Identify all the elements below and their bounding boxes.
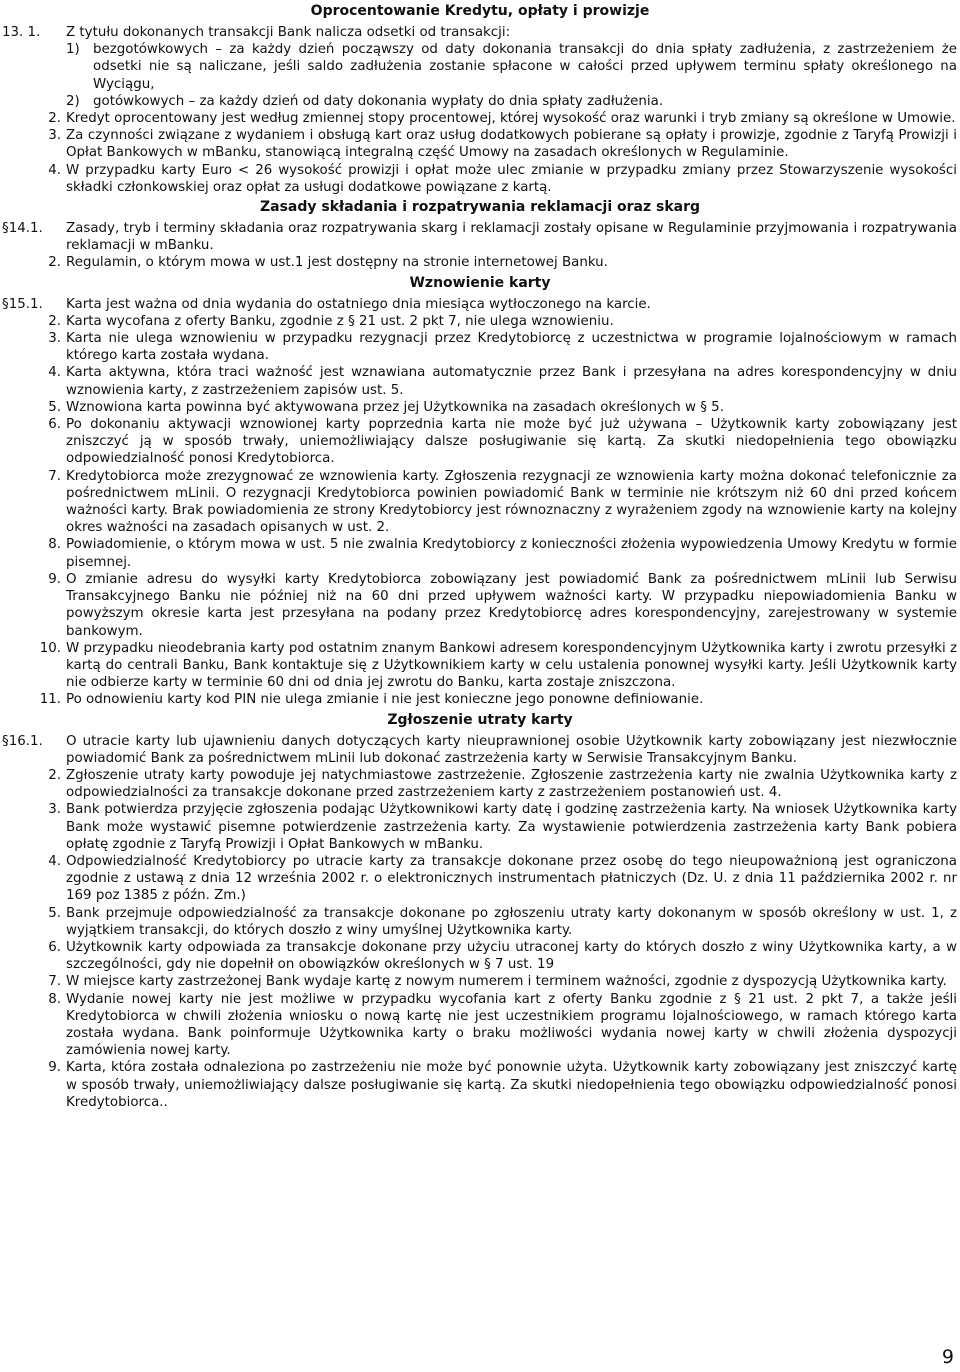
paragraph-text: Karta wycofana z oferty Banku, zgodnie z § 21 ust. 2 pkt 7, nie ulega wznowieniu. [66,313,614,329]
paragraph-text: W miejsce karty zastrzeżonej Bank wydaje kartę z nowym numerem i terminem ważności, zgodnie z dyspozycją Użytkownika karty. [66,974,947,990]
paragraph-number: 2. [48,767,61,783]
section-heading-s15: Wznowienie karty [409,274,551,291]
paragraph-number: 2. [48,111,61,127]
paragraph-number: 8. [48,991,61,1007]
paragraph-body [66,767,960,801]
paragraph-body [66,905,960,939]
paragraph-body [66,24,960,110]
paragraph-number: 3. [48,802,61,818]
paragraph-body [66,939,960,973]
paragraph-number: 9. [48,1060,61,1076]
paragraph-body [66,313,960,330]
paragraph-text: Powiadomienie, o którym mowa w ust. 5 nie zwalnia Kredytobiorcy z konieczności złożenia wypowiedzenia Umowy Kredytu w formie pisemnej. [66,537,957,570]
paragraph-s13-4 [0,162,960,196]
paragraph-text: Karta, która została odnaleziona po zastrzeżeniu nie może być ponownie użyta. Użytkownik karty zobowiązany jest zniszczyć kartę w sposób trwały, uniemożliwiający dalsze posługiwanie się kartą. Za skutki niedopełnienia tego obowiązku odpowiedzialność ponosi Kredytobiorca.. [66,1060,957,1110]
paragraph-s15-10 [0,640,960,692]
paragraph-s13-3 [0,127,960,161]
paragraph-s15-7 [0,468,960,537]
paragraph-text: Kredyt oprocentowany jest według zmiennej stopy procentowej, której wysokość oraz warunki i tryb zmiany są określone w Umowie. [66,111,956,127]
paragraph-number: 6. [48,939,61,955]
paragraph-text: Za czynności związane z wydaniem i obsługą kart oraz usług dodatkowych pobierane są opłaty i prowizje, zgodnie z Taryfą Prowizji i Opłat Bankowych w mBanku, stanowiącą integralną część Umowy na zasadach określonych w Regulaminie. [66,128,957,161]
sub-item [66,41,957,93]
paragraph-text: O zmianie adresu do wysyłki karty Kredytobiorca zobowiązany jest powiadomić Bank za pośrednictwem mLinii lub Serwisu Transakcyjnego Banku nie później niż na 60 dni przed upływem ważności karty. W przypadku niepowiadomienia Banku w powyższym okresie karta jest przesyłana na podany przez Kredytobiorcę adres korespondencyjny, zarejestrowany w systemie bankowym. [66,571,957,639]
paragraph-text: Regulamin, o którym mowa w ust.1 jest dostępny na stronie internetowej Banku. [66,255,608,271]
paragraph-body [66,296,960,313]
paragraph-s14-2 [0,254,960,271]
paragraph-s15-5 [0,399,960,416]
paragraph-body [66,991,960,1060]
paragraph-s13-1 [0,24,960,110]
section-heading-s13: Oprocentowanie Kredytu, opłaty i prowizje [310,3,650,19]
paragraph-body [66,416,960,468]
paragraph-text: Po odnowieniu karty kod PIN nie ulega zmianie i nie jest konieczne jego ponowne definiowanie. [66,692,704,708]
paragraph-body [66,1059,960,1111]
paragraph-body [66,801,960,853]
paragraph-body [66,571,960,640]
paragraph-number: §14.1. [2,221,43,237]
paragraph-body [66,536,960,570]
paragraph-number: 8. [48,537,61,553]
paragraph-body [66,973,960,990]
paragraph-number: 5. [48,399,61,415]
paragraph-number: 2. [48,313,61,329]
paragraph-text: Kredytobiorca może zrezygnować ze wznowienia karty. Zgłoszenia rezygnacji ze wznowienia karty można dokonać telefonicznie za pośrednictwem mLinii. O rezygnacji Kredytobiorca powinien powiadomić Bank w terminie nie krótszym niż 60 dni przed końcem ważności karty. Brak powiadomienia ze strony Kredytobiorcy jest równoznaczny z wyrażeniem zgody na wznowienie karty na kolejny okres ważności na zasadach opisanych w ust. 2. [66,468,957,536]
paragraph-s15-8 [0,536,960,570]
sub-item-text: gotówkowych – za każdy dzień od daty dokonania wypłaty do dnia spłaty zadłużenia. [93,93,664,109]
paragraph-number: 7. [48,468,61,484]
paragraph-body [66,162,960,196]
paragraph-s15-4 [0,364,960,398]
paragraph-s16-5 [0,905,960,939]
paragraph-s15-6 [0,416,960,468]
paragraph-body [66,364,960,398]
paragraph-text: W przypadku karty Euro < 26 wysokość prowizji i opłat może ulec zmianie w przypadku zmiany przez Stowarzyszenie wysokości składki członkowskiej oraz opłat za usługi dodatkowe powiązane z kartą. [66,162,957,195]
paragraph-number: 11. [39,692,61,708]
paragraph-text: W przypadku nieodebrania karty pod ostatnim znanym Bankowi adresem korespondencyjnym Użytkownika karty i zwrotu przesyłki z kartą do centrali Banku, Bank kontaktuje się z Użytkownikiem karty w celu ustalenia ponownej wysyłki karty. Jeśli Użytkownik karty nie odbierze karty w terminie 60 dni od dnia jej zwrotu do Banku, karta zostaje zniszczona. [66,640,957,691]
paragraph-s16-9 [0,1059,960,1111]
paragraph-s16-4 [0,853,960,905]
paragraph-number: 5. [48,905,61,921]
sub-item-number: 1) [66,42,80,58]
paragraph-text: Użytkownik karty odpowiada za transakcje dokonane przy użyciu utraconej karty do których doszło z winy Użytkownika karty, a w szczególności, gdy nie dopełnił on obowiązków określonych w § 7 ust. 19 [66,939,957,973]
paragraph-number: 7. [48,974,61,990]
paragraph-text: Bank potwierdza przyjęcie zgłoszenia podając Użytkownikowi karty datę i godzinę zastrzeżenia karty. Na wniosek Użytkownika karty Bank może wystawić pisemne potwierdzenie zastrzeżenia karty. Za wystawienie potwierdzenia zastrzeżenia karty Bank pobiera opłatę zgodnie z Taryfą Prowizji i Opłat Bankowych w mBanku. [66,802,957,852]
section-heading-s14: Zasady składania i rozpatrywania reklamacji oraz skarg [259,199,700,216]
paragraph-body [66,853,960,905]
paragraph-body [66,110,960,127]
paragraph-body [66,733,960,767]
paragraph-text: O utracie karty lub ujawnieniu danych dotyczących karty nieuprawnionej osobie Użytkownik karty zobowiązany jest niezwłocznie powiadomić Bank za pośrednictwem mLinii lub dokonać zastrzeżenia karty w Serwisie Transakcyjnym Banku. [66,733,957,766]
paragraph-number: §15.1. [2,296,43,312]
page-number: 9 [941,1346,954,1368]
paragraph-text: Bank przejmuje odpowiedzialność za transakcje dokonane po zgłoszeniu utraty karty dokonanym w sposób określony w ust. 1, z wyjątkiem transakcji, do których doszło z winy umyślnej Użytkownika karty. [66,905,957,938]
paragraph-s15-11 [0,691,960,708]
paragraph-text: Wznowiona karta powinna być aktywowana przez jej Użytkownika na zasadach określonych w § 5. [66,399,724,415]
paragraph-text: Karta jest ważna od dnia wydania do ostatniego dnia miesiąca wytłoczonego na karcie. [66,296,651,312]
paragraph-s15-2 [0,313,960,330]
paragraph-number: 9. [48,571,61,587]
paragraph-body [66,468,960,537]
paragraph-s16-1 [0,733,960,767]
paragraph-text: Zasady, tryb i terminy składania oraz rozpatrywania skarg i reklamacji zostały opisane w Regulaminie przyjmowania i rozpatrywania reklamacji w mBanku. [66,221,957,254]
paragraph-text: Karta aktywna, która traci ważność jest wznawiana automatycznie przez Bank i przesyłana na adres korespondencyjny w dniu wznowienia karty, z zastrzeżeniem zapisów ust. 5. [66,365,957,398]
paragraph-body [66,254,960,271]
sub-item [66,93,957,110]
paragraph-s16-2 [0,767,960,801]
paragraph-body [66,330,960,364]
paragraph-s13-2 [0,110,960,127]
paragraph-body [66,399,960,416]
paragraph-text: Wydanie nowej karty nie jest możliwe w przypadku wycofania kart z oferty Banku zgodnie z § 21 ust. 2 pkt 7, a także jeśli Kredytobiorca w chwili złożenia wniosku o nową kartę nie jest uczestnikiem programu lojalnościowego, w ramach którego karta została wydana. Bank poinformuje Użytkownika karty o braku możliwości wydania nowej karty w chwili złożenia dyspozycji zamówienia nowej karty. [66,991,957,1059]
paragraph-text: Odpowiedzialność Kredytobiorcy po utracie karty za transakcje dokonane przez osobę do tego nieupoważnioną jest ograniczona zgodnie z ustawą z dnia 12 września 2002 r. o elektronicznych instrumentach płatniczych (Dz. U. z dnia 11 października 2002 r. nr 169 poz 1385 z późn. Zm.) [66,853,957,904]
paragraph-body [66,640,960,692]
paragraph-s15-9 [0,571,960,640]
paragraph-body [66,127,960,161]
paragraph-s15-3 [0,330,960,364]
paragraph-number: 6. [48,417,61,433]
paragraph-number: 4. [48,853,61,869]
paragraph-number: 4. [48,162,61,178]
paragraph-number: §16.1. [2,733,43,749]
paragraph-text: Po dokonaniu aktywacji wznowionej karty poprzednia karta nie może być już używana – Użytkownik karty zobowiązany jest zniszczyć ją w sposób trwały, uniemożliwiający dalsze posługiwanie się kartą. Za skutki niedopełnienia tego obowiązku odpowiedzialność ponosi Kredytobiorca. [66,417,957,467]
paragraph-s16-8 [0,991,960,1060]
paragraph-text: Karta nie ulega wznowieniu w przypadku rezygnacji przez Kredytobiorcę z uczestnictwa w programie lojalnościowym w ramach którego karta została wydana. [66,331,957,364]
paragraph-number: 3. [48,331,61,347]
paragraph-s14-1 [0,220,960,254]
paragraph-text: Z tytułu dokonanych transakcji Bank nalicza odsetki od transakcji: [66,25,511,40]
paragraph-number: 13. 1. [2,25,41,40]
paragraph-number: 3. [48,128,61,144]
paragraph-s16-3 [0,801,960,853]
paragraph-s15-1 [0,296,960,313]
paragraph-number: 10. [39,640,61,656]
sub-item-number: 2) [66,93,80,109]
paragraph-number: 2. [48,255,61,271]
paragraph-text: Zgłoszenie utraty karty powoduje jej natychmiastowe zastrzeżenie. Zgłoszenie zastrzeżenia karty nie zwalnia Użytkownika karty z odpowiedzialności za transakcje dokonane przed zastrzeżeniem karty z zastrzeżeniem postanowień ust. 4. [66,767,957,801]
paragraph-s16-6 [0,939,960,973]
section-heading-s16: Zgłoszenie utraty karty [387,711,573,728]
paragraph-number: 4. [48,365,61,381]
paragraph-body [66,691,960,708]
paragraph-body [66,220,960,254]
paragraph-s16-7 [0,973,960,990]
sub-item-text: bezgotówkowych – za każdy dzień począwszy od daty dokonania transakcji do dnia spłaty zadłużenia, z zastrzeżeniem że odsetki nie są naliczane, jeśli saldo zadłużenia zostanie spłacone w całości przed upływem terminu spłaty określonego na Wyciągu, [93,42,957,92]
